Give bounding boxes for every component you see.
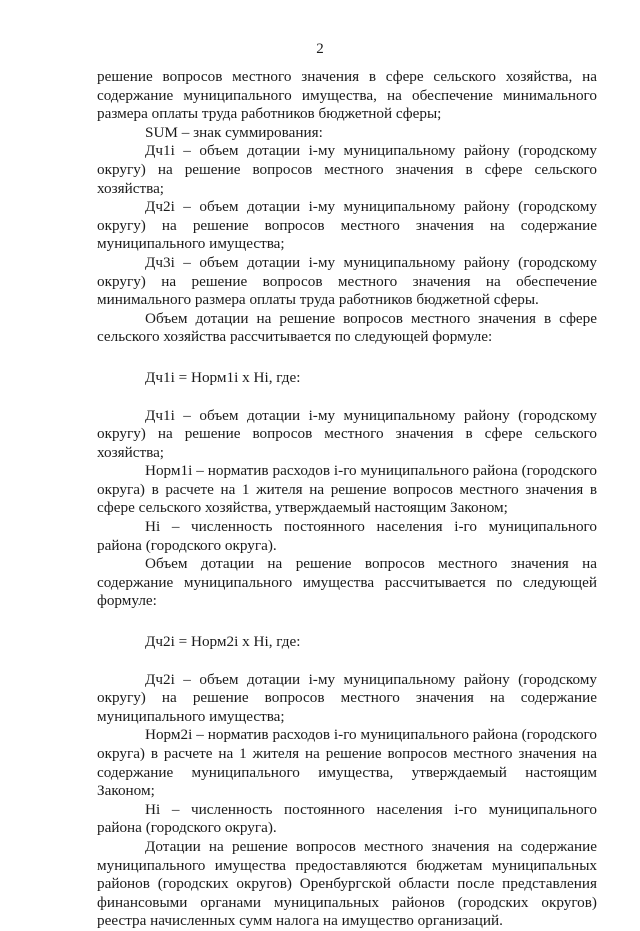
paragraph-norm2-explanation: Норм2i – норматив расходов i-го муниципального района (городского округа) в расчете на 1 жителя на решение вопросов местного значения на содержание муниципального имущества, утверждаемый настоящим Законом;: [97, 726, 597, 800]
paragraph-ni-explanation-1: Нi – численность постоянного населения i-го муниципального района (городского округа).: [97, 518, 597, 554]
paragraph-dch2-definition: Дч2i – объем дотации i-му муниципальному району (городскому округу) на решение вопросов местного значения на содержание муниципального имущества;: [97, 198, 597, 253]
paragraph-property-intro: Объем дотации на решение вопросов местного значения на содержание муниципального имущества рассчитывается по следующей формуле:: [97, 555, 597, 610]
paragraph-dch3-definition: Дч3i – объем дотации i-му муниципальному району (городскому округу) на решение вопросов местного значения на обеспечение минимального размера оплаты труда работников бюджетной сферы.: [97, 253, 597, 309]
formula-dch2: Дч2i = Норм2i x Нi, где:: [145, 633, 301, 651]
paragraph-ni-explanation-2: Нi – численность постоянного населения i-го муниципального района (городского округа).: [97, 800, 597, 837]
page-number: 2: [316, 41, 324, 57]
formula-dch1: Дч1i = Норм1i x Нi, где:: [145, 368, 301, 386]
paragraph-dch1-definition: Дч1i – объем дотации i-му муниципальному району (городскому округу) на решение вопросов местного значения в сфере сельского хозяйства;: [97, 142, 597, 197]
paragraph-norm1-explanation: Норм1i – норматив расходов i-го муниципального района (городского округа) в расчете на 1 жителя на решение вопросов местного значения в сфере сельского хозяйства, утверждаемый настоящим Законом;: [97, 462, 597, 517]
paragraph-continuation: решение вопросов местного значения в сфере сельского хозяйства, на содержание муниципального имущества, на обеспечение минимального размера оплаты труда работников бюджетной сферы;: [97, 68, 597, 123]
paragraph-grants-provision: Дотации на решение вопросов местного значения на содержание муниципального имущества предоставляются бюджетам муниципальных районов (городских округов) Оренбургской области после представления финансовыми органами муниципальных районов (городских округов) реестра начисленных сумм налога на имущество организаций.: [97, 837, 597, 930]
paragraph-dch1-explanation: Дч1i – объем дотации i-му муниципальному району (городскому округу) на решение вопросов местного значения в сфере сельского хозяйства;: [97, 406, 597, 461]
paragraph-sum-definition: SUM – знак суммирования:: [145, 123, 323, 141]
document-body: [97, 68, 597, 931]
paragraph-dch2-explanation: Дч2i – объем дотации i-му муниципальному району (городскому округу) на решение вопросов местного значения на содержание муниципального имущества;: [97, 670, 597, 725]
paragraph-agriculture-intro: Объем дотации на решение вопросов местного значения в сфере сельского хозяйства рассчитывается по следующей формуле:: [97, 309, 597, 346]
